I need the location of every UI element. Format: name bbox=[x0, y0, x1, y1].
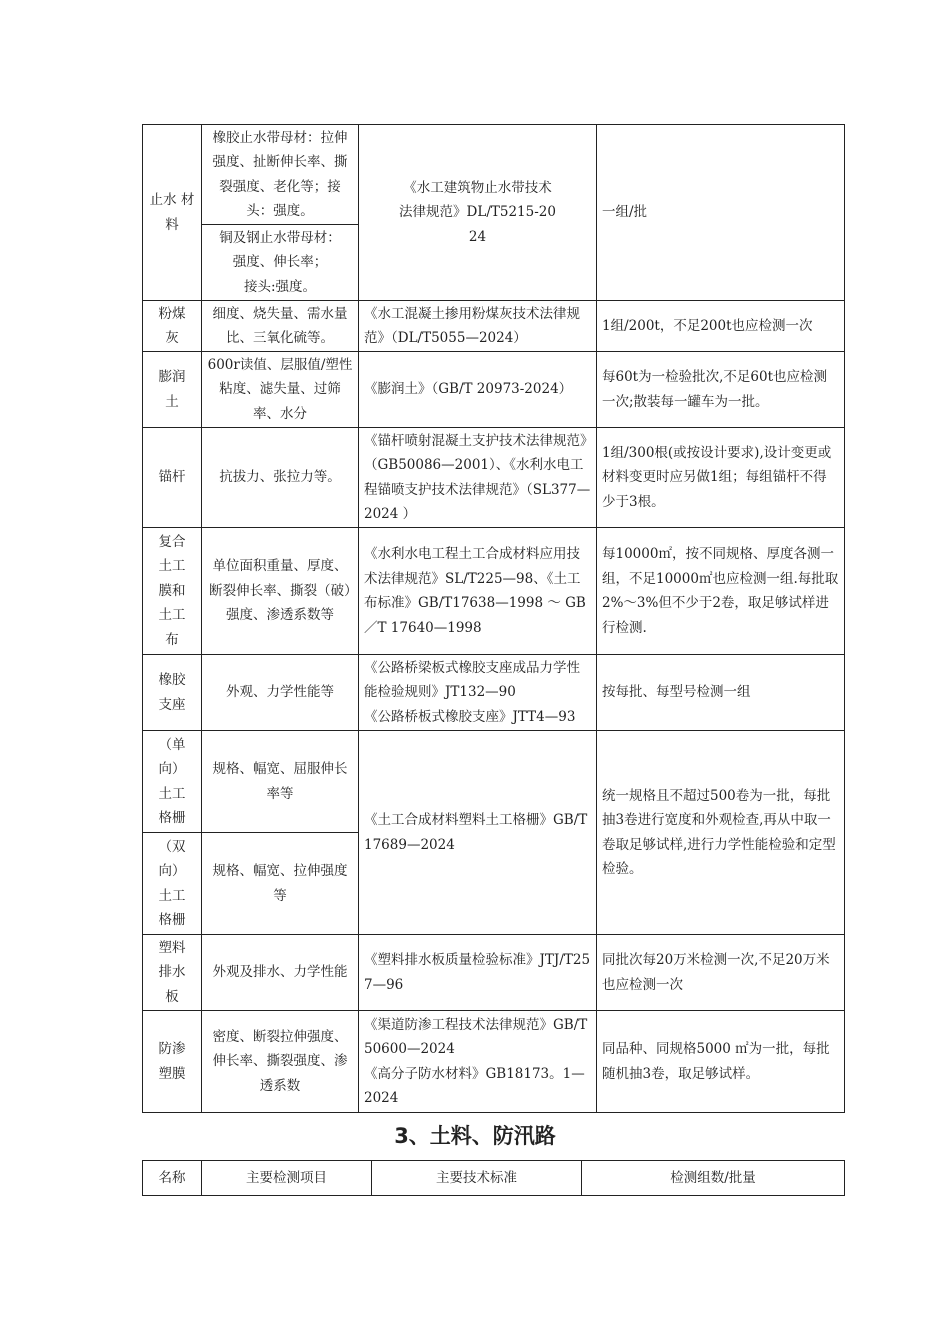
test-items: 橡胶止水带母材：拉伸强度、扯断伸长率、撕裂强度、老化等；接头：强度。 bbox=[202, 125, 359, 225]
technical-standard: 《膨润土》（GB/T 20973-2024） bbox=[359, 352, 597, 428]
table-row bbox=[143, 655, 845, 731]
section-title: 3、土料、防汛路 bbox=[394, 1124, 556, 1148]
technical-standard: 《锚杆喷射混凝土支护技术法律规范》（GB50086—2001）、《水利水电工程锚喷支护技术法律规范》（SL377—2024 ） bbox=[359, 428, 597, 528]
column-header-standard: 主要技术标准 bbox=[372, 1161, 582, 1196]
material-name: （单 向） 土工 格栅 bbox=[143, 731, 202, 833]
test-items: 外观及排水、力学性能 bbox=[202, 935, 359, 1011]
test-items: 细度、烧失量、需水量比、三氧化硫等。 bbox=[202, 301, 359, 352]
batch-quantity: 按每批、每型号检测一组 bbox=[597, 655, 845, 731]
batch-quantity: 1组/300根(或按设计要求),设计变更或材料变更时应另做1组；每组锚杆不得少于3根。 bbox=[597, 428, 845, 528]
material-name: 锚杆 bbox=[143, 428, 202, 528]
test-items: 铜及钢止水带母材： 强度、伸长率； 接头:强度。 bbox=[202, 225, 359, 301]
soil-table-header bbox=[142, 1160, 845, 1196]
material-name: 塑料 排水 板 bbox=[143, 935, 202, 1011]
batch-quantity: 每60t为一检验批次,不足60t也应检测一次;散装每一罐车为一批。 bbox=[597, 352, 845, 428]
column-header-batch: 检测组数/批量 bbox=[582, 1161, 845, 1196]
test-items: 抗拔力、张拉力等。 bbox=[202, 428, 359, 528]
material-name: 止水 材料 bbox=[143, 125, 202, 301]
column-header-items: 主要检测项目 bbox=[202, 1161, 372, 1196]
test-items: 600r读值、层服值/塑性粘度、滤失量、过筛率、水分 bbox=[202, 352, 359, 428]
test-items: 规格、幅宽、拉伸强度等 bbox=[202, 833, 359, 935]
technical-standard: 《公路桥梁板式橡胶支座成品力学性能检验规则》JT132—90 《公路桥板式橡胶支座》JTT4—93 bbox=[359, 655, 597, 731]
material-name: 粉煤 灰 bbox=[143, 301, 202, 352]
material-name: 橡胶 支座 bbox=[143, 655, 202, 731]
batch-quantity: 1组/200t，不足200t也应检测一次 bbox=[597, 301, 845, 352]
table-row bbox=[143, 428, 845, 528]
technical-standard: 《水工混凝土掺用粉煤灰技术法律规范》（DL/T5055—2024） bbox=[359, 301, 597, 352]
material-name: 复合 土工 膜和 土工 布 bbox=[143, 528, 202, 655]
technical-standard: 《渠道防渗工程技术法律规范》GB/T50600—2024 《高分子防水材料》GB18173。1—2024 bbox=[359, 1011, 597, 1113]
test-items: 规格、幅宽、屈服伸长率等 bbox=[202, 731, 359, 833]
table-row bbox=[143, 731, 845, 833]
technical-standard: 《土工合成材料塑料土工格栅》GB/T17689—2024 bbox=[359, 731, 597, 935]
table-row bbox=[143, 352, 845, 428]
technical-standard: 《水工建筑物止水带技术法律规范》DL/T5215-2024 bbox=[359, 125, 597, 301]
table-row bbox=[143, 1011, 845, 1113]
table-row bbox=[143, 301, 845, 352]
material-name: 防渗 塑膜 bbox=[143, 1011, 202, 1113]
material-name: 膨润 土 bbox=[143, 352, 202, 428]
material-name: （双 向） 土工 格栅 bbox=[143, 833, 202, 935]
table-header-row bbox=[143, 1161, 845, 1196]
test-items: 密度、断裂拉伸强度、伸长率、撕裂强度、渗透系数 bbox=[202, 1011, 359, 1113]
test-items: 单位面积重量、厚度、断裂伸长率、撕裂（破）强度、渗透系数等 bbox=[202, 528, 359, 655]
batch-quantity: 统一规格且不超过500卷为一批，每批抽3卷进行宽度和外观检查,再从中取一卷取足够试样,进行力学性能检验和定型检验。 bbox=[597, 731, 845, 935]
column-header-name: 名称 bbox=[143, 1161, 202, 1196]
batch-quantity: 每10000㎡，按不同规格、厚度各测一组，不足10000㎡也应检测一组.每批取2%～3%但不少于2卷，取足够试样进行检测. bbox=[597, 528, 845, 655]
test-items: 外观、力学性能等 bbox=[202, 655, 359, 731]
batch-quantity: 一组/批 bbox=[597, 125, 845, 301]
technical-standard: 《塑料排水板质量检验标准》JTJ/T257—96 bbox=[359, 935, 597, 1011]
table-row bbox=[143, 528, 845, 655]
table-row bbox=[143, 935, 845, 1011]
table-row bbox=[143, 125, 845, 225]
technical-standard: 《水利水电工程土工合成材料应用技术法律规范》SL/T225—98、《土工布标准》GB/T17638—1998 ～ GB／T 17640—1998 bbox=[359, 528, 597, 655]
materials-test-table bbox=[142, 124, 845, 1113]
batch-quantity: 同批次每20万米检测一次,不足20万米也应检测一次 bbox=[597, 935, 845, 1011]
batch-quantity: 同品种、同规格5000 ㎡为一批，每批随机抽3卷，取足够试样。 bbox=[597, 1011, 845, 1113]
